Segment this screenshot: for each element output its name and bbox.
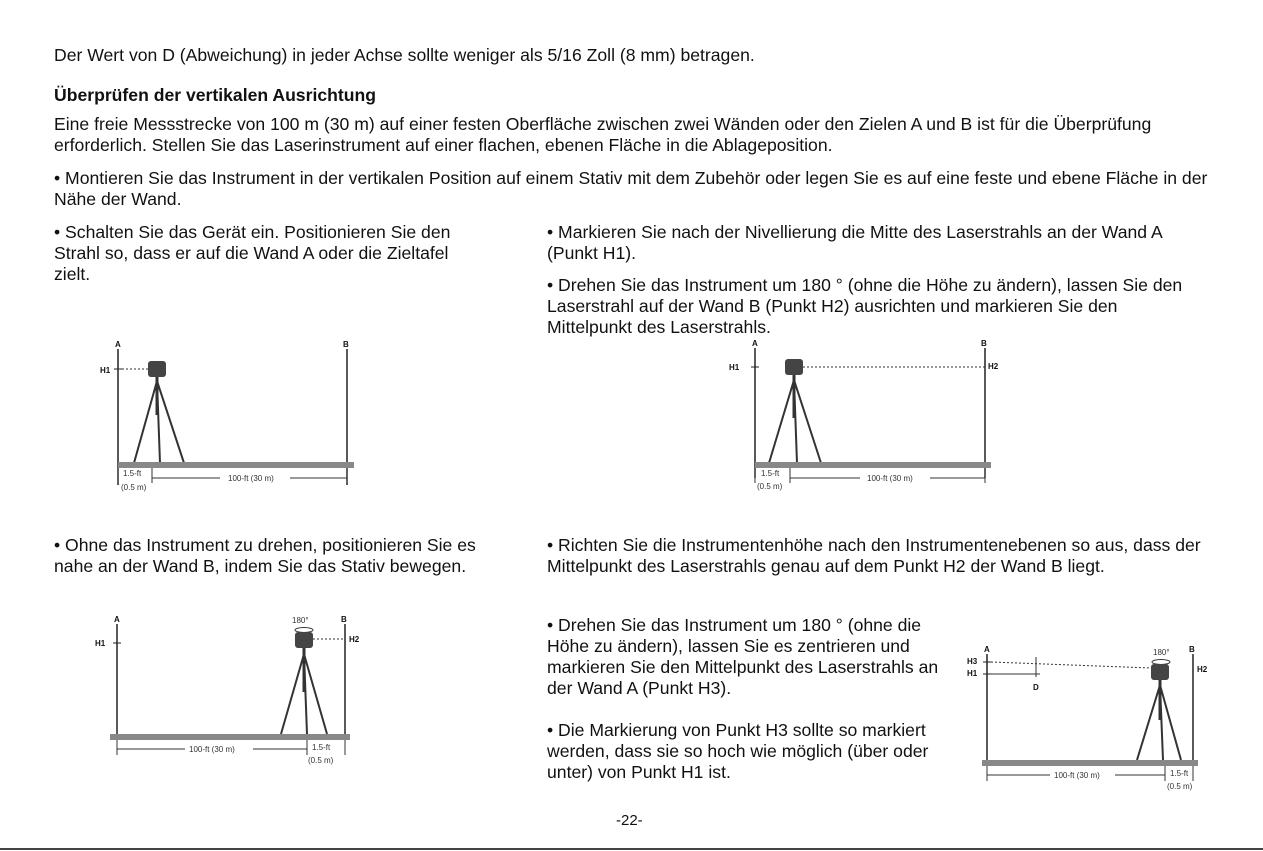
h1-label: H1	[967, 669, 978, 678]
h1-label: H1	[95, 639, 106, 648]
near-distance-metric: (0.5 m)	[121, 483, 147, 492]
near-distance-label: 1.5-ft	[123, 469, 142, 478]
rotation-arrow-icon	[1152, 660, 1170, 665]
step-rotate-mark-h2: • Drehen Sie das Instrument um 180 ° (ohne die Höhe zu ändern), lassen Sie den Laserstrahl auf der Wand B (Punkt H2) ausrichten und markieren Sie den Mittelpunkt des Laserstrahls.	[547, 275, 1183, 337]
laser-instrument	[295, 632, 313, 648]
rotation-arrow-icon	[295, 628, 313, 633]
far-distance-label: 100-ft (30 m)	[189, 745, 235, 754]
wall-b-label: B	[341, 615, 347, 624]
ground-surface	[982, 760, 1198, 766]
ground-surface	[755, 462, 991, 468]
note-deviation: Der Wert von D (Abweichung) in jeder Achse sollte weniger als 5/16 Zoll (8 mm) betragen.	[54, 45, 755, 65]
wall-b-label: B	[343, 340, 349, 349]
near-distance-metric: (0.5 m)	[757, 482, 783, 491]
ground-surface	[118, 462, 354, 468]
laser-instrument	[1151, 664, 1169, 680]
step-move-tripod: • Ohne das Instrument zu drehen, positionieren Sie es nahe an der Wand B, indem Sie das Stativ bewegen.	[54, 535, 476, 576]
h1-label: H1	[100, 366, 111, 375]
far-distance-label: 100-ft (30 m)	[1054, 771, 1100, 780]
h2-label: H2	[1197, 665, 1208, 674]
h2-label: H2	[988, 362, 999, 371]
wall-a-label: A	[752, 339, 758, 348]
far-distance-label: 100-ft (30 m)	[867, 474, 913, 483]
near-distance-label: 1.5-ft	[761, 469, 780, 478]
near-distance-label: 1.5-ft	[1170, 769, 1189, 778]
intro-paragraph: Eine freie Messstrecke von 100 m (30 m) auf einer festen Oberfläche zwischen zwei Wänden oder den Zielen A und B ist für die Überprüfung erforderlich. Stellen Sie das Laserinstrument auf einer flachen, ebenen Fläche in die Ablageposition.	[54, 114, 1152, 155]
footer-rule	[0, 848, 1263, 850]
step-power-on: • Schalten Sie das Gerät ein. Positionieren Sie den Strahl so, dass er auf die Wand A oder die Zieltafel zielt.	[54, 222, 451, 284]
diagram-near-wall-b	[95, 612, 375, 772]
wall-b-label: B	[1189, 645, 1195, 654]
rotation-label: 180°	[1153, 648, 1170, 657]
wall-b-label: B	[981, 339, 987, 348]
wall-a-label: A	[984, 645, 990, 654]
wall-a-label: A	[115, 340, 121, 349]
step-h3-position: • Die Markierung von Punkt H3 sollte so markiert werden, dass sie so hoch wie möglich (über oder unter) von Punkt H1 ist.	[547, 720, 929, 782]
section-heading: Überprüfen der vertikalen Ausrichtung	[54, 85, 376, 105]
h3-label: H3	[967, 657, 978, 666]
rotation-label: 180°	[292, 616, 309, 625]
diagram-h2-mark	[729, 338, 1005, 498]
step-rotate-mark-h3: • Drehen Sie das Instrument um 180 ° (ohne die Höhe zu ändern), lassen Sie es zentrieren und markieren Sie den Mittelpunkt des Laserstrahls an der Wand A (Punkt H3).	[547, 615, 939, 698]
ground-surface	[110, 734, 350, 740]
near-distance-metric: (0.5 m)	[1167, 782, 1193, 791]
diagram-h1-setup	[100, 335, 380, 500]
near-distance-label: 1.5-ft	[312, 743, 331, 752]
deviation-d-label: D	[1033, 683, 1039, 692]
page-number: -22-	[616, 812, 643, 829]
near-distance-metric: (0.5 m)	[308, 756, 334, 765]
h2-label: H2	[349, 635, 360, 644]
laser-instrument	[785, 359, 803, 375]
step-align-height: • Richten Sie die Instrumentenhöhe nach den Instrumentenebenen so aus, dass der Mittelpunkt des Laserstrahls genau auf dem Punkt H2 der Wand B liegt.	[547, 535, 1201, 576]
h1-label: H1	[729, 363, 740, 372]
far-distance-label: 100-ft (30 m)	[228, 474, 274, 483]
laser-instrument	[148, 361, 166, 377]
step-mark-h1: • Markieren Sie nach der Nivellierung die Mitte des Laserstrahls an der Wand A (Punkt H1).	[547, 222, 1162, 263]
wall-a-label: A	[114, 615, 120, 624]
step-mount: • Montieren Sie das Instrument in der vertikalen Position auf einem Stativ mit dem Zubehör oder legen Sie es auf eine feste und ebene Fläche in der Nähe der Wand.	[54, 168, 1208, 209]
diagram-h3-deviation	[965, 640, 1235, 800]
